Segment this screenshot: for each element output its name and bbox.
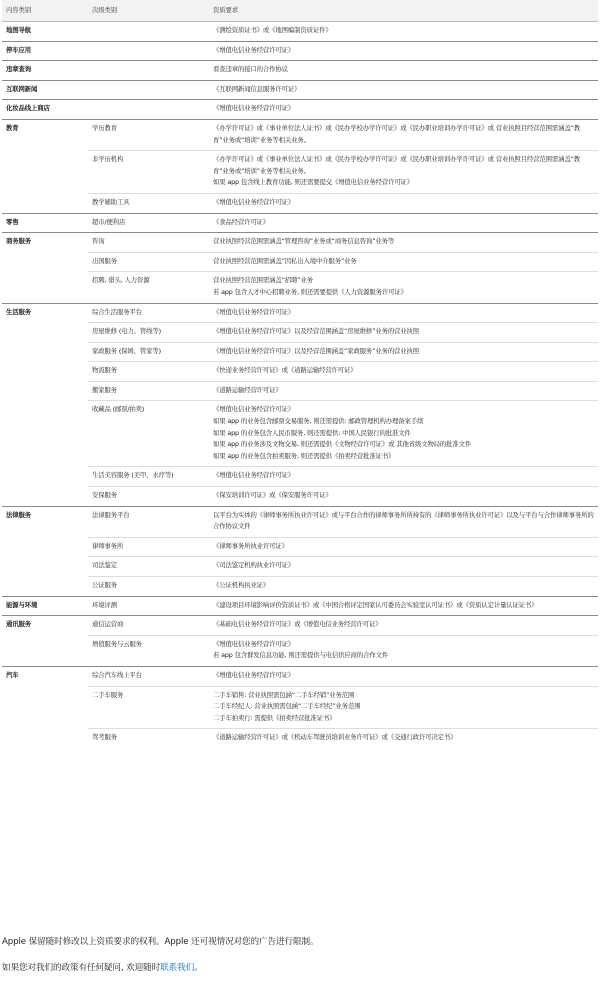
- contact-us-link[interactable]: 联系我们: [160, 963, 195, 973]
- row-requirement: [209, 467, 598, 487]
- row-requirement: [209, 596, 598, 616]
- row-category: 法律服务: [2, 506, 88, 537]
- requirement-line: 如果 app 的业务包含人民币服务, 则还需提供: 中国人民银行的批准文件: [213, 428, 411, 437]
- requirement-line: 《增值电信业务经营许可证》: [213, 670, 295, 679]
- row-requirement: [209, 487, 598, 507]
- row-requirement: [209, 119, 598, 150]
- requirement-line: 如果 app 的业务包含邮票交易服务, 则还需提供: 邮政管理机构办理备案手续: [213, 417, 424, 426]
- row-category: 能源与环境: [2, 596, 88, 616]
- requirements-table: [2, 0, 598, 748]
- requirement-line: 营业执照经营范围需涵盖“因私出入境中介服务”业务: [213, 256, 357, 265]
- requirement-line: 《增值电信业务经营许可证》: [213, 639, 295, 648]
- table-row: [2, 22, 598, 42]
- table-row: [2, 557, 598, 577]
- row-requirement: [209, 635, 598, 666]
- table-row: [2, 401, 598, 467]
- row-category: [2, 537, 88, 557]
- row-subcategory: 律师事务所: [88, 537, 209, 557]
- row-subcategory: [88, 41, 209, 61]
- contact-note: [2, 962, 203, 974]
- row-category: [2, 686, 88, 729]
- row-subcategory: 增值服务与云服务: [88, 635, 209, 666]
- row-category: [2, 381, 88, 401]
- row-category: 商务服务: [2, 233, 88, 253]
- table-row: [2, 635, 598, 666]
- row-category: [2, 729, 88, 748]
- row-subcategory: 搬家服务: [88, 381, 209, 401]
- requirement-line: 《道路运输经营许可证》: [213, 385, 282, 394]
- requirement-line: 《建设项目环境影响评价资质证书》或《中国合格评定国家认可委员会实验室认可证书》或《资质认定计量认证证书》: [213, 600, 538, 609]
- row-subcategory: 公证服务: [88, 577, 209, 597]
- header-subcategory: 次级类别: [88, 0, 209, 22]
- row-subcategory: [88, 22, 209, 42]
- requirement-line: 以平台为实体的《律师事务所执业许可证》或与平台合作的律师事务所所持有的《律师事务所执业许可证》以及与平台与合作律师事务所的合作协议文件: [213, 510, 594, 531]
- row-category: [2, 323, 88, 343]
- row-requirement: [209, 577, 598, 597]
- requirement-line: 《增值电信业务经营许可证》: [213, 307, 295, 316]
- row-requirement: [209, 61, 598, 81]
- contact-note-suffix: 。: [194, 963, 203, 973]
- row-category: 互联网新闻: [2, 80, 88, 100]
- table-row: [2, 616, 598, 636]
- row-category: [2, 151, 88, 194]
- requirement-line: 《增值电信业务经营许可证》: [213, 197, 295, 206]
- table-body: [2, 22, 598, 748]
- table-header-row: [2, 0, 598, 22]
- row-requirement: [209, 233, 598, 253]
- row-category: 生活服务: [2, 303, 88, 323]
- requirement-line: 营业执照经营范围需涵盖“招聘”业务: [213, 276, 313, 285]
- requirement-line: 《公证机构执业证》: [213, 581, 270, 589]
- row-requirement: [209, 80, 598, 100]
- table-row: [2, 41, 598, 61]
- row-category: [2, 362, 88, 382]
- row-requirement: [209, 666, 598, 686]
- row-category: [2, 342, 88, 362]
- row-requirement: [209, 362, 598, 382]
- requirement-line: 《道路运输经营许可证》或《机动车驾驶员培训业务许可证》或《交通行政许可决定书》: [213, 733, 457, 742]
- row-category: 停车应用: [2, 41, 88, 61]
- header-category: 内容类别: [2, 0, 88, 22]
- table-row: [2, 506, 598, 537]
- requirement-line: 《司法鉴定机构执业许可证》: [213, 561, 295, 570]
- row-subcategory: 物流服务: [88, 362, 209, 382]
- row-requirement: [209, 193, 598, 213]
- row-category: [2, 193, 88, 213]
- table-row: [2, 213, 598, 233]
- table-row: [2, 666, 598, 686]
- requirement-line: 如果 app 的业务涉及文物交易, 则还需提供《文物经营许可证》或 其他省级文物局的批准文件: [213, 440, 472, 449]
- row-category: 零售: [2, 213, 88, 233]
- disclaimer-note: Apple 保留随时修改以上资质要求的权利。Apple 还可视情况对您的广告进行限制。: [2, 937, 319, 947]
- row-subcategory: 收藏品 (邮票/拍卖): [88, 401, 209, 467]
- row-subcategory: 法律服务平台: [88, 506, 209, 537]
- requirement-line: 《律师事务所执业许可证》: [213, 541, 288, 550]
- requirement-line: 《办学许可证》或《事业单位法人证书》或《民办学校办学许可证》或《民办职业培训办学许可证》或 营业执照且经营范围需涵盖“教育”业务或“培训”业务等相关业务。: [213, 155, 580, 175]
- row-requirement: [209, 506, 598, 537]
- row-requirement: [209, 323, 598, 343]
- requirement-line: 二手车销售: 营业执照需包涵“二手车经销”业务范围: [213, 690, 355, 699]
- row-category: [2, 272, 88, 303]
- row-subcategory: [88, 100, 209, 120]
- row-requirement: [209, 151, 598, 194]
- table-row: [2, 467, 598, 487]
- row-category: [2, 401, 88, 467]
- row-requirement: [209, 401, 598, 467]
- row-category: [2, 252, 88, 272]
- table-row: [2, 272, 598, 303]
- requirement-line: 《互联网新闻信息服务许可证》: [213, 84, 301, 93]
- row-category: [2, 635, 88, 666]
- table-row: [2, 252, 598, 272]
- table-row: [2, 487, 598, 507]
- requirement-line: 《增值电信业务经营许可证》以及经营范围涵盖“家政服务”业务的营业执照: [213, 346, 420, 355]
- row-requirement: [209, 213, 598, 233]
- requirement-line: 《增值电信业务经营许可证》: [213, 405, 295, 414]
- row-subcategory: 综合生活服务平台: [88, 303, 209, 323]
- row-category: [2, 557, 88, 577]
- row-requirement: [209, 272, 598, 303]
- row-category: [2, 487, 88, 507]
- row-subcategory: 驾考服务: [88, 729, 209, 748]
- requirement-line: 《增值电信业务经营许可证》: [213, 45, 295, 54]
- table-row: [2, 61, 598, 81]
- contact-note-prefix: 如果您对我们的政策有任何疑问, 欢迎随时: [2, 963, 161, 973]
- requirement-line: 《基础电信业务经营许可证》或《增值电信业务经营许可证》: [213, 620, 382, 629]
- table-row: [2, 342, 598, 362]
- row-subcategory: 综合汽车线上平台: [88, 666, 209, 686]
- requirement-line: 若 app 包含人才中心招聘业务, 则还需要提供《人力资源服务许可证》: [213, 287, 407, 296]
- requirement-line: 二手车经纪人: 营业执照需包涵“二手车经纪”业务范围: [213, 702, 361, 711]
- row-requirement: [209, 729, 598, 748]
- row-requirement: [209, 252, 598, 272]
- table-row: [2, 537, 598, 557]
- requirement-line: 《增值电信业务经营许可证》: [213, 104, 295, 113]
- row-requirement: [209, 342, 598, 362]
- row-subcategory: 房屋维修 (电力、管线等): [88, 323, 209, 343]
- row-category: 违章查询: [2, 61, 88, 81]
- table-row: [2, 119, 598, 150]
- row-subcategory: 安保服务: [88, 487, 209, 507]
- table-row: [2, 323, 598, 343]
- table-row: [2, 729, 598, 748]
- row-subcategory: 超市/便利店: [88, 213, 209, 233]
- row-subcategory: 司法鉴定: [88, 557, 209, 577]
- requirement-line: 《保安培训许可证》或《保安服务许可证》: [213, 491, 332, 500]
- requirement-line: 如果 app 包含线上教育功能, 则还需要提交《增值电信业务经营许可证》: [213, 178, 414, 187]
- requirement-line: 《测绘资质证书》或《地图编制资质证件》: [213, 26, 332, 34]
- requirement-line: 二手车拍卖行: 需提供《拍卖经营批准证书》: [213, 713, 336, 722]
- row-subcategory: 通信运营商: [88, 616, 209, 636]
- requirement-line: 看查违章的接口的合作协议: [213, 65, 288, 74]
- row-requirement: [209, 381, 598, 401]
- table-row: [2, 596, 598, 616]
- requirement-line: 如果 app 的业务包含拍卖服务, 则还需提供《拍卖经营批准证书》: [213, 451, 395, 460]
- row-subcategory: 二手车服务: [88, 686, 209, 729]
- row-subcategory: 教学辅助工具: [88, 193, 209, 213]
- row-subcategory: 生活美容服务 (美甲、水疗等): [88, 467, 209, 487]
- table-row: [2, 193, 598, 213]
- table-row: [2, 577, 598, 597]
- requirement-line: 《增值电信业务经营许可证》: [213, 471, 295, 480]
- row-subcategory: 出国服务: [88, 252, 209, 272]
- table-row: [2, 381, 598, 401]
- row-subcategory: 家政服务 (保姆、管家等): [88, 342, 209, 362]
- row-requirement: [209, 686, 598, 729]
- row-subcategory: 环境评测: [88, 596, 209, 616]
- header-requirement: 资质要求: [209, 0, 598, 22]
- row-requirement: [209, 22, 598, 42]
- row-requirement: [209, 557, 598, 577]
- row-requirement: [209, 303, 598, 323]
- table-row: [2, 100, 598, 120]
- row-subcategory: 咨询: [88, 233, 209, 253]
- row-category: 地图导航: [2, 22, 88, 42]
- row-requirement: [209, 616, 598, 636]
- table-row: [2, 362, 598, 382]
- row-requirement: [209, 100, 598, 120]
- table-row: [2, 151, 598, 194]
- row-subcategory: 招聘, 猎头, 人力资源: [88, 272, 209, 303]
- row-category: [2, 467, 88, 487]
- requirement-line: 《增值电信业务经营许可证》以及经营范围涵盖“房屋维修”业务的营业执照: [213, 327, 420, 336]
- row-category: 教育: [2, 119, 88, 150]
- table-row: [2, 303, 598, 323]
- requirement-line: 营业执照经营范围需涵盖“管理咨询”业务或“商务信息咨询”业务等: [213, 237, 395, 246]
- table-row: [2, 233, 598, 253]
- row-category: [2, 577, 88, 597]
- requirement-line: 《食品经营许可证》: [213, 217, 270, 226]
- row-subcategory: 学历教育: [88, 119, 209, 150]
- row-requirement: [209, 537, 598, 557]
- requirement-line: 《办学许可证》或《事业单位法人证书》或《民办学校办学许可证》或《民办职业培训办学许可证》或 营业执照且经营范围需涵盖“教育”业务或“培训”业务等相关业务。: [213, 123, 580, 144]
- row-category: 通讯服务: [2, 616, 88, 636]
- row-subcategory: [88, 61, 209, 81]
- requirement-line: 若 app 包含群发信息功能, 则还需提供与电信供应商的合作文件: [213, 651, 389, 660]
- table-row: [2, 80, 598, 100]
- table-row: [2, 686, 598, 729]
- row-subcategory: 非学历机构: [88, 151, 209, 194]
- row-category: 汽车: [2, 666, 88, 686]
- row-category: 化妆品线上商店: [2, 100, 88, 120]
- row-subcategory: [88, 80, 209, 100]
- row-requirement: [209, 41, 598, 61]
- requirement-line: 《快递业务经营许可证》或《道路运输经营许可证》: [213, 366, 357, 375]
